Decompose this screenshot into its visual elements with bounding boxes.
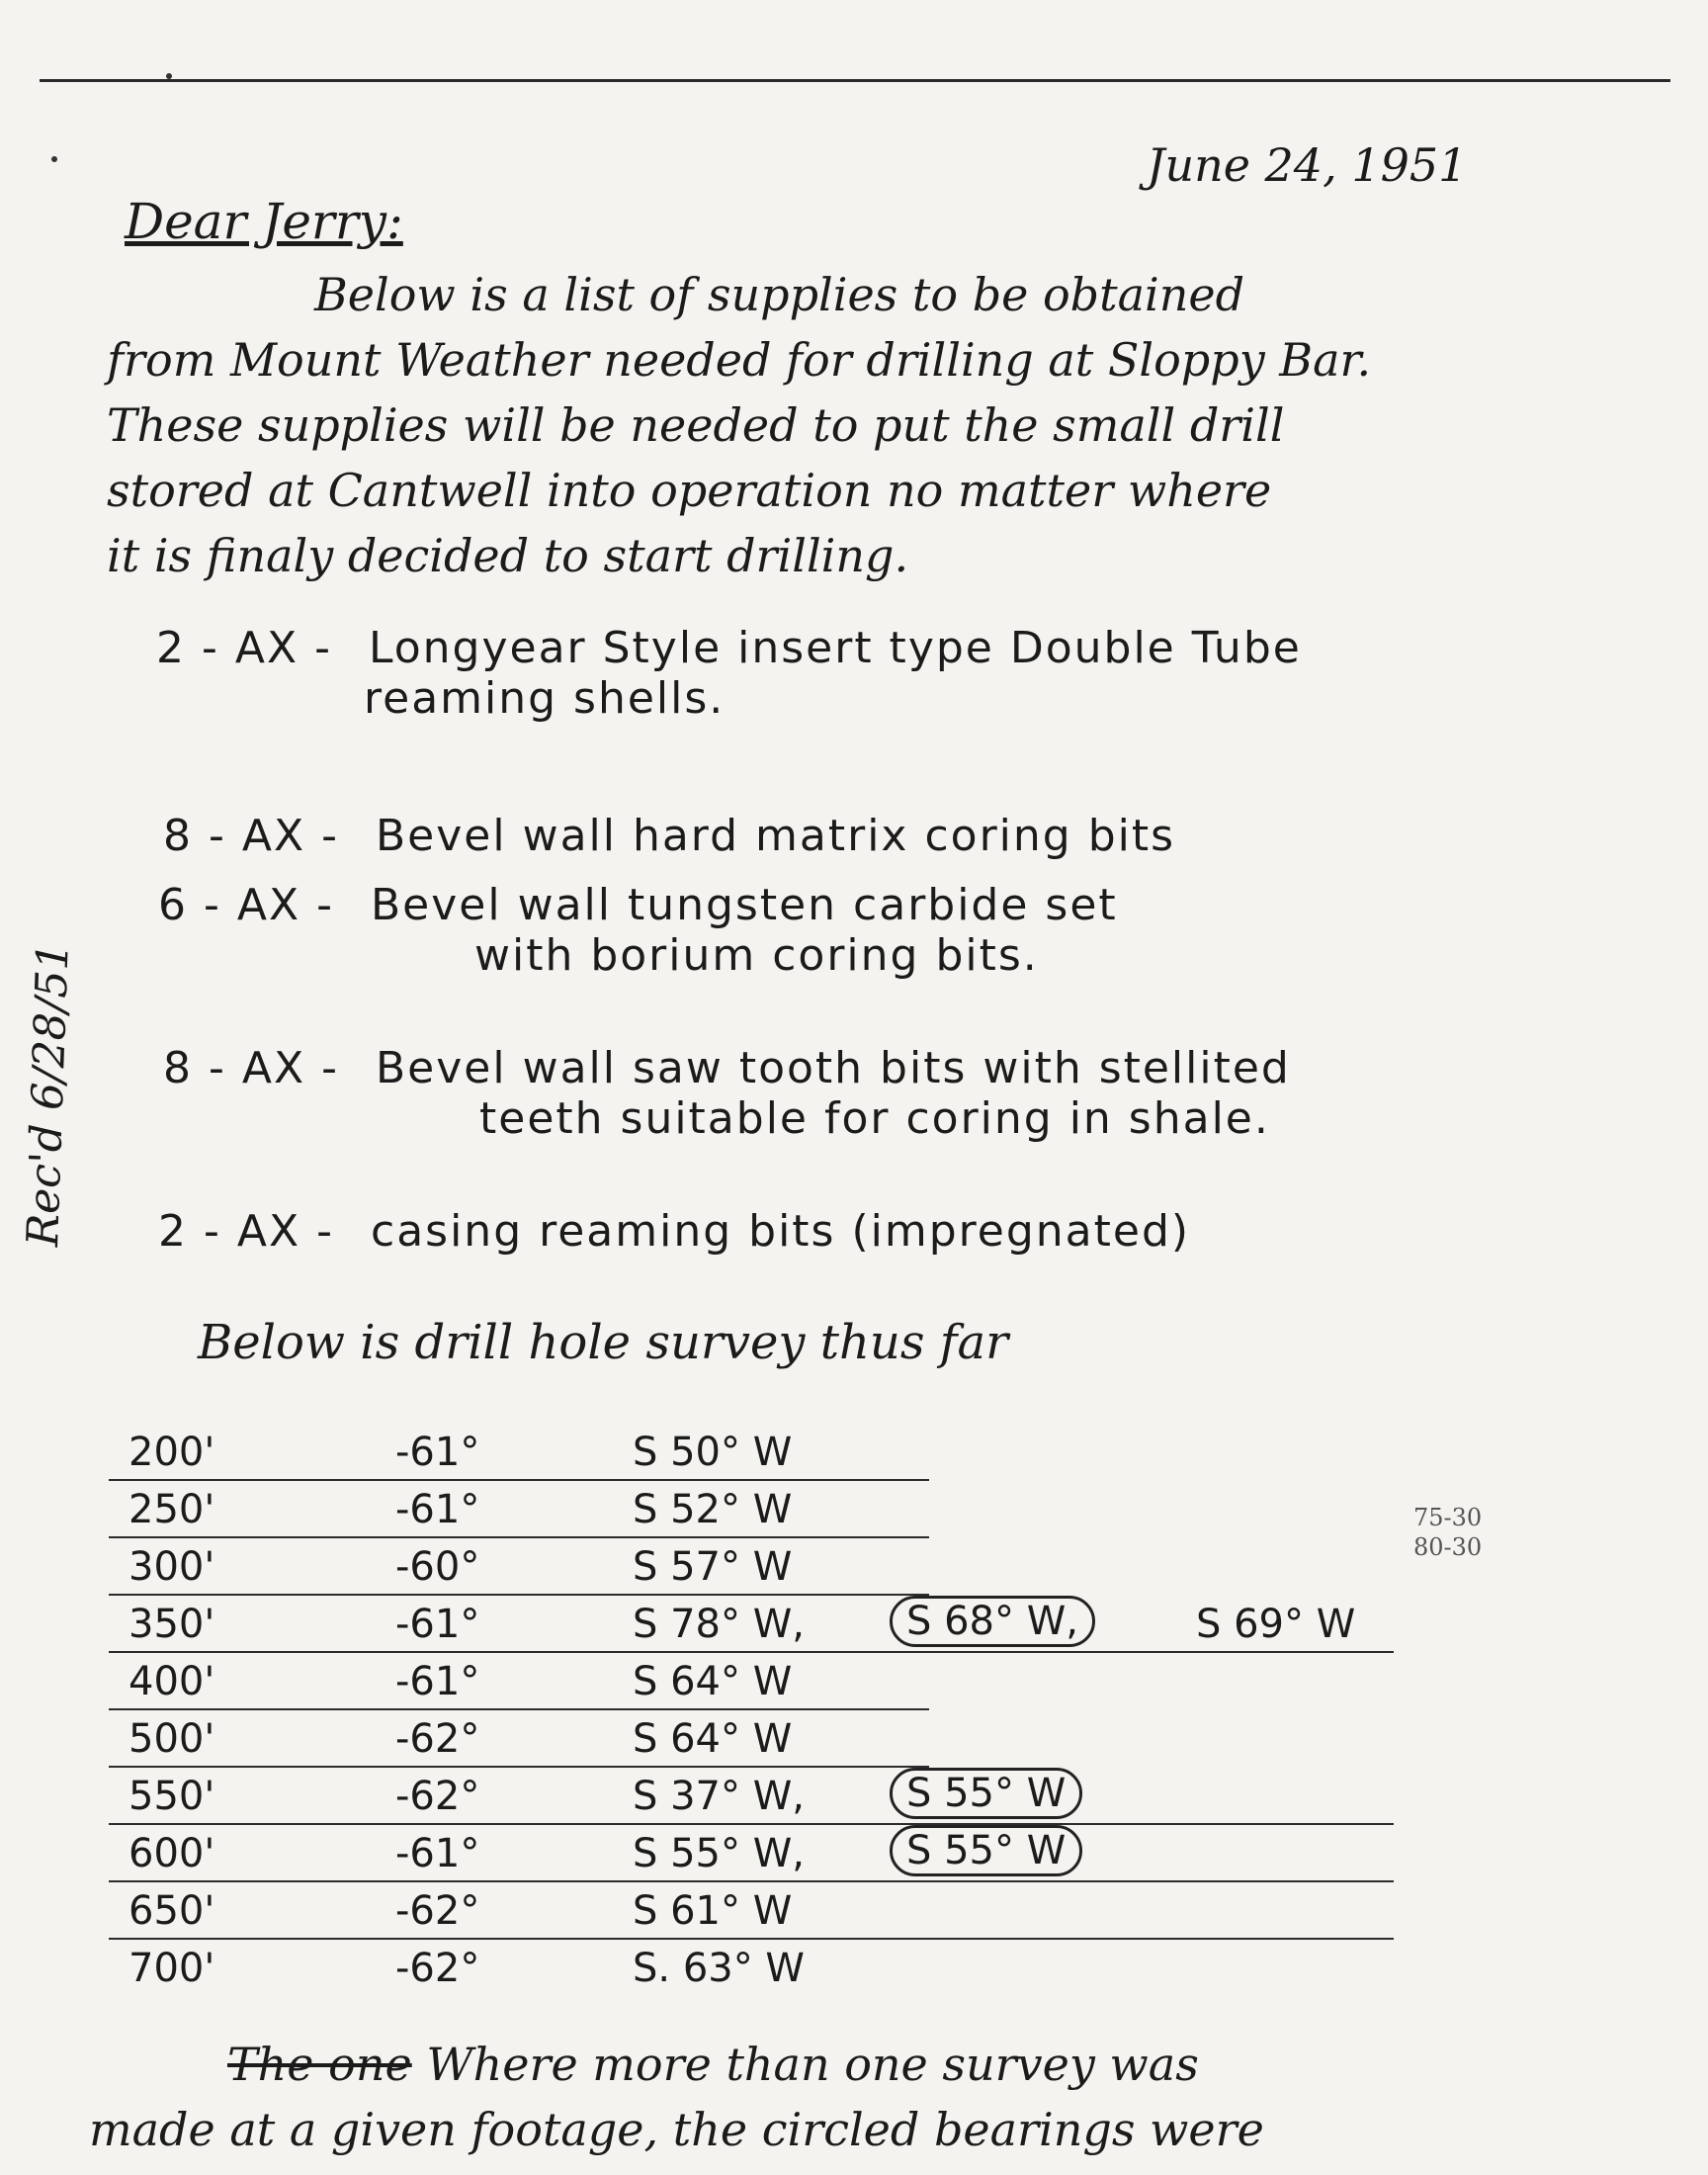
intro-paragraph [107,262,1580,588]
survey-bearing: S 52° W [633,1487,793,1532]
survey-bearing: S. 63° W [633,1946,805,1991]
received-stamp-note: Rec'd 6/28/51 [18,941,79,1248]
survey-depth: 400' [128,1659,215,1704]
survey-bearing: S 61° W [633,1888,793,1934]
survey-depth: 600' [128,1831,215,1876]
survey-depth: 350' [128,1602,215,1647]
supply-desc-cont: reaming shells. [364,673,726,724]
supply-item [156,623,1302,724]
side-note-line: 80-30 [1413,1533,1483,1561]
survey-depth: 300' [128,1544,215,1590]
supply-qty: 8 - AX - [163,1043,339,1093]
speck [166,73,172,79]
speck [51,156,57,162]
closing-line: made at a given footage, the circled bearings were [89,2103,1264,2156]
survey-row [109,1768,1394,1825]
side-note-line: 75-30 [1413,1504,1483,1531]
supply-item [163,811,1175,861]
survey-depth: 500' [128,1716,215,1762]
survey-row [109,1538,929,1596]
intro-line: stored at Cantwell into operation no matter where [107,464,1272,517]
survey-bearing: S 55° W, [633,1831,805,1876]
supply-desc-cont: teeth suitable for coring in shale. [479,1093,1270,1144]
survey-bearing: S 50° W [633,1430,793,1475]
survey-angle: -62° [395,1774,480,1819]
supply-qty: 8 - AX - [163,811,339,861]
supply-item [158,1206,1190,1257]
survey-angle: -61° [395,1659,480,1704]
survey-row [109,1481,929,1538]
circled-bearing: S 55° W [890,1768,1082,1819]
intro-line: These supplies will be needed to put the small drill [107,398,1285,452]
survey-row [109,1596,1394,1653]
supply-qty: 6 - AX - [158,880,334,930]
supply-item [158,880,1118,981]
survey-depth: 200' [128,1430,215,1475]
supply-desc: casing reaming bits (impregnated) [371,1206,1191,1257]
survey-table [109,1424,1394,1995]
survey-depth: 550' [128,1774,215,1819]
supply-desc: Bevel wall saw tooth bits with stellited [376,1043,1291,1093]
letter-date: June 24, 1951 [1147,138,1468,192]
survey-angle: -61° [395,1831,480,1876]
survey-angle: -61° [395,1602,480,1647]
survey-bearing: S 57° W [633,1544,793,1590]
struck-text: The one [227,2038,412,2091]
survey-bearing: S 64° W [633,1659,793,1704]
supply-desc-cont: with borium coring bits. [474,930,1039,981]
intro-line: Below is a list of supplies to be obtained [314,268,1245,321]
supply-item [163,1043,1291,1144]
survey-bearing: S 37° W, [633,1774,805,1819]
supply-desc: Longyear Style insert type Double Tube [369,623,1302,673]
alt-bearing: S 69° W [1196,1602,1356,1647]
survey-angle: -60° [395,1544,480,1590]
circled-bearing: S 68° W, [890,1596,1095,1647]
supply-qty: 2 - AX - [158,1206,334,1257]
survey-row [109,1825,1394,1882]
survey-row [109,1940,929,1995]
supply-qty: 2 - AX - [156,623,332,673]
survey-row [109,1710,929,1768]
top-rule [40,79,1670,82]
salutation: Dear Jerry: [125,193,403,250]
survey-angle: -62° [395,1946,480,1991]
closing-line [89,2032,1264,2097]
supply-desc: Bevel wall tungsten carbide set [371,880,1118,930]
survey-angle: -62° [395,1716,480,1762]
survey-depth: 700' [128,1946,215,1991]
survey-angle: -61° [395,1430,480,1475]
survey-depth: 250' [128,1487,215,1532]
circled-bearing: S 55° W [890,1825,1082,1876]
intro-line: it is finaly decided to start drilling. [107,529,909,582]
intro-line: from Mount Weather needed for drilling at Sloppy Bar. [107,333,1372,387]
side-note [1413,1503,1482,1562]
closing-text: Where more than one survey was [426,2038,1199,2091]
closing-paragraph [89,2032,1264,2162]
survey-depth: 650' [128,1888,215,1934]
survey-bearing: S 78° W, [633,1602,805,1647]
survey-angle: -61° [395,1487,480,1532]
survey-angle: -62° [395,1888,480,1934]
survey-row [109,1882,1394,1940]
survey-intro: Below is drill hole survey thus far [198,1315,1009,1370]
survey-bearing: S 64° W [633,1716,793,1762]
survey-row [109,1424,929,1481]
supply-desc: Bevel wall hard matrix coring bits [376,811,1176,861]
survey-row [109,1653,929,1710]
